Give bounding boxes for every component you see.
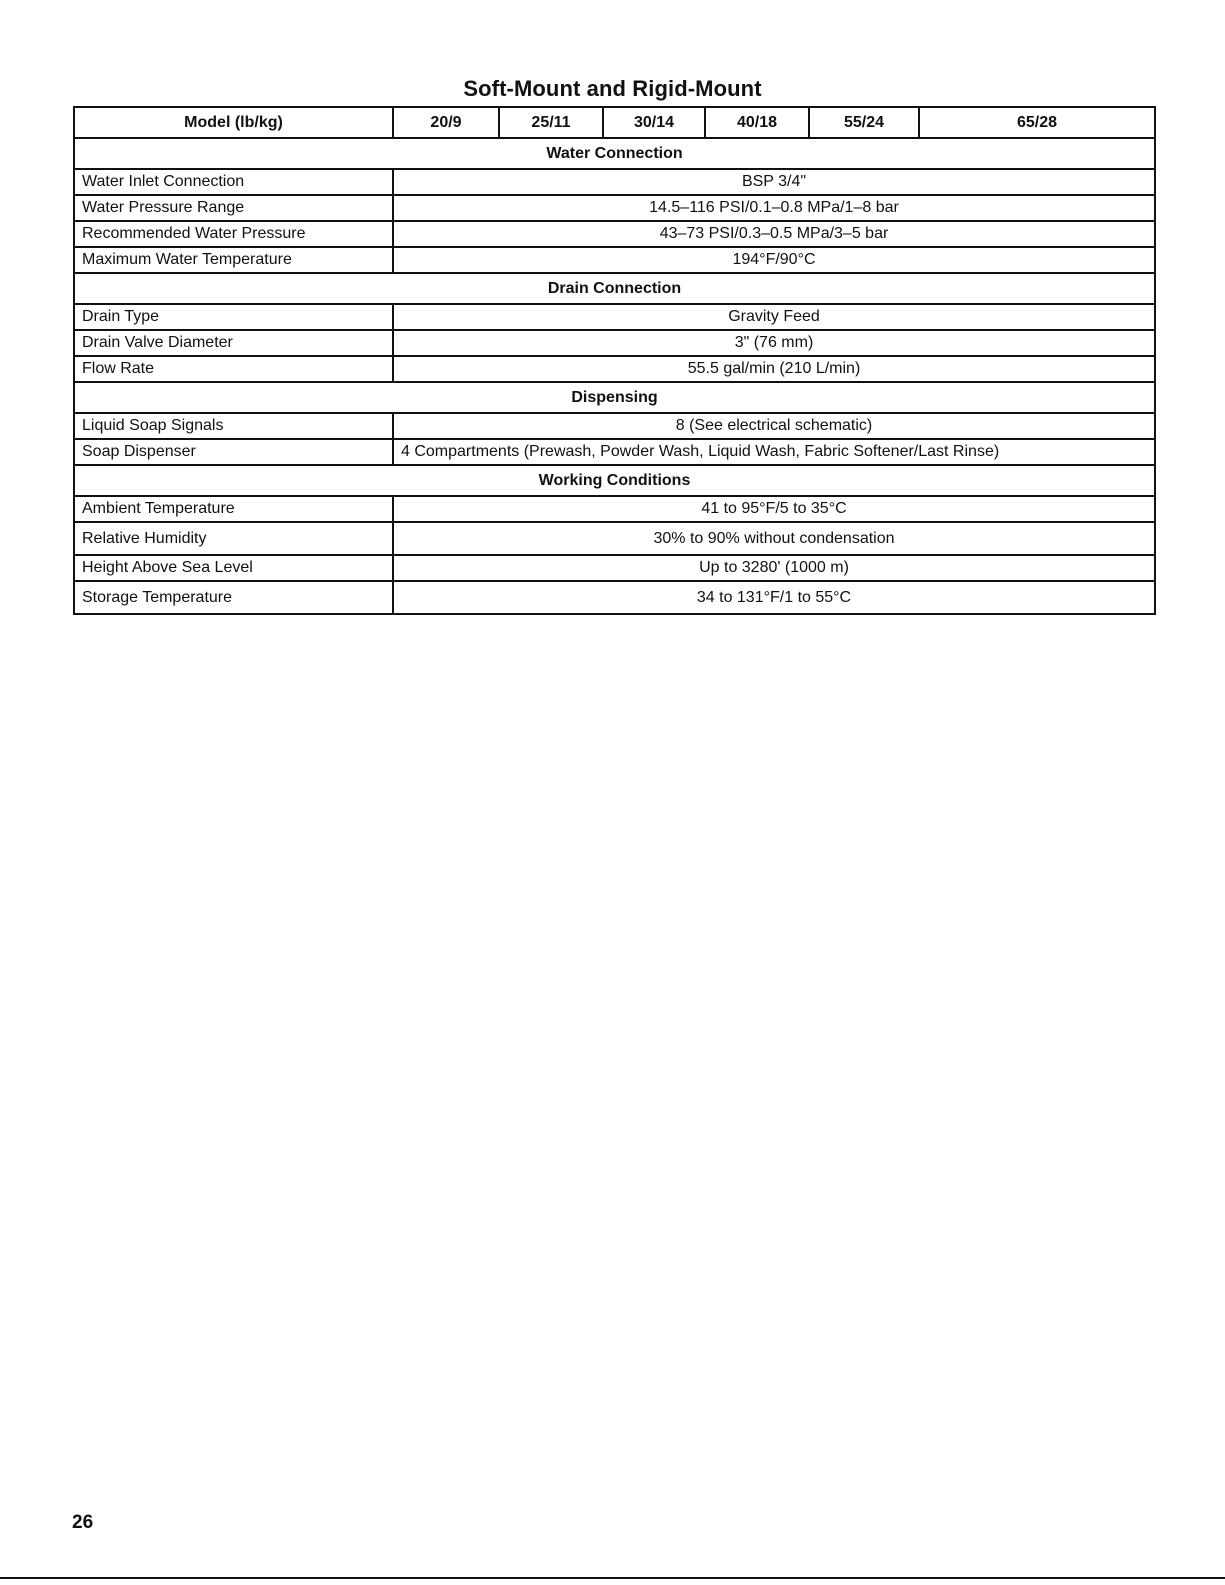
row-value: 194°F/90°C	[393, 247, 1155, 273]
model-55-24: 55/24	[809, 107, 919, 138]
model-65-28: 65/28	[919, 107, 1155, 138]
row-value: 8 (See electrical schematic)	[393, 413, 1155, 439]
section-title-water-connection: Water Connection	[74, 138, 1155, 169]
model-40-18: 40/18	[705, 107, 809, 138]
table-row	[74, 522, 1155, 555]
model-20-9: 20/9	[393, 107, 499, 138]
section-title-drain-connection: Drain Connection	[74, 273, 1155, 304]
section-header	[74, 465, 1155, 496]
row-value: Gravity Feed	[393, 304, 1155, 330]
table-row	[74, 439, 1155, 465]
section-title-working-conditions: Working Conditions	[74, 465, 1155, 496]
row-value: 3" (76 mm)	[393, 330, 1155, 356]
table-row	[74, 247, 1155, 273]
bottom-divider	[0, 1577, 1225, 1579]
model-header: Model (lb/kg)	[74, 107, 393, 138]
row-value: Up to 3280' (1000 m)	[393, 555, 1155, 581]
row-value: 41 to 95°F/5 to 35°C	[393, 496, 1155, 522]
section-header	[74, 138, 1155, 169]
table-row	[74, 304, 1155, 330]
model-25-11: 25/11	[499, 107, 603, 138]
row-label: Storage Temperature	[74, 581, 393, 614]
model-30-14: 30/14	[603, 107, 705, 138]
section-header	[74, 382, 1155, 413]
table-row	[74, 169, 1155, 195]
table-header-row	[74, 107, 1155, 138]
row-label: Recommended Water Pressure	[74, 221, 393, 247]
row-label: Ambient Temperature	[74, 496, 393, 522]
row-label: Relative Humidity	[74, 522, 393, 555]
row-label: Soap Dispenser	[74, 439, 393, 465]
row-label: Flow Rate	[74, 356, 393, 382]
row-label: Water Pressure Range	[74, 195, 393, 221]
row-label: Drain Type	[74, 304, 393, 330]
row-value: 30% to 90% without condensation	[393, 522, 1155, 555]
table-row	[74, 330, 1155, 356]
row-label: Liquid Soap Signals	[74, 413, 393, 439]
table-row	[74, 555, 1155, 581]
section-header	[74, 273, 1155, 304]
row-value: 34 to 131°F/1 to 55°C	[393, 581, 1155, 614]
row-label: Maximum Water Temperature	[74, 247, 393, 273]
section-title-dispensing: Dispensing	[74, 382, 1155, 413]
row-value: 43–73 PSI/0.3–0.5 MPa/3–5 bar	[393, 221, 1155, 247]
table-row	[74, 356, 1155, 382]
row-label: Height Above Sea Level	[74, 555, 393, 581]
table-row	[74, 413, 1155, 439]
row-value: 14.5–116 PSI/0.1–0.8 MPa/1–8 bar	[393, 195, 1155, 221]
table-row	[74, 581, 1155, 614]
table-row	[74, 195, 1155, 221]
row-value: BSP 3/4"	[393, 169, 1155, 195]
row-value: 4 Compartments (Prewash, Powder Wash, Liquid Wash, Fabric Softener/Last Rinse)	[393, 439, 1155, 465]
page-title: Soft-Mount and Rigid-Mount	[463, 76, 762, 101]
table-row	[74, 496, 1155, 522]
page-number: 26	[72, 1512, 94, 1533]
row-value: 55.5 gal/min (210 L/min)	[393, 356, 1155, 382]
spec-table	[73, 106, 1156, 615]
row-label: Water Inlet Connection	[74, 169, 393, 195]
table-row	[74, 221, 1155, 247]
row-label: Drain Valve Diameter	[74, 330, 393, 356]
